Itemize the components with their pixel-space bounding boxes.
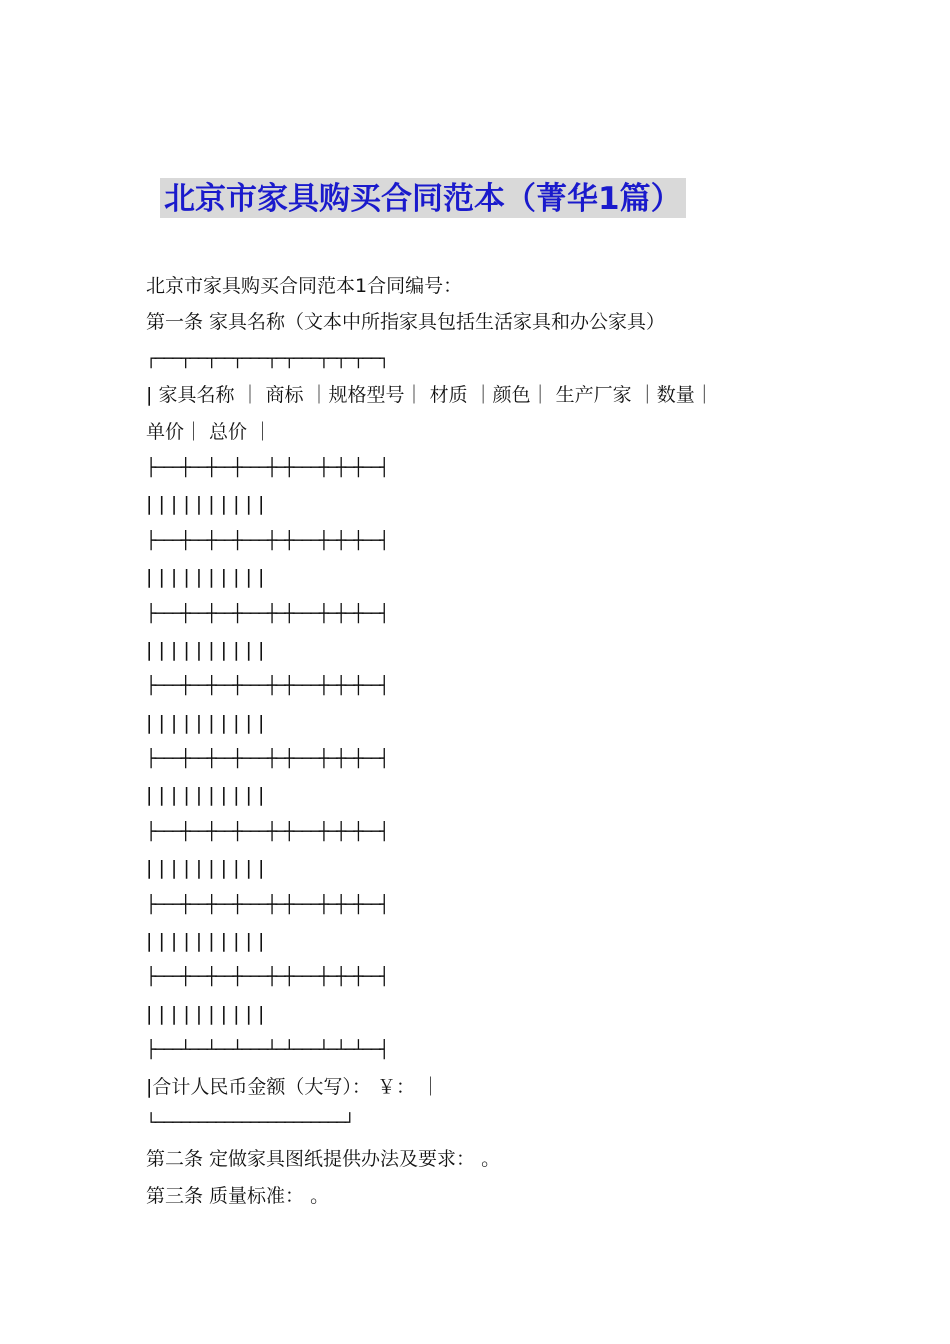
table-empty-row: | | | | | | | | | | <box>146 566 265 589</box>
table-row-separator: ├───┼──┼──┼───┼─┼───┼─┼─┼──┤ <box>146 967 388 988</box>
table-empty-row: | | | | | | | | | | <box>146 711 265 734</box>
table-row-separator: ├───┼──┼──┼───┼─┼───┼─┼─┼──┤ <box>146 457 388 478</box>
article-two-line: 第二条 定做家具图纸提供办法及要求： 。 <box>146 1148 501 1171</box>
table-empty-row: | | | | | | | | | | <box>146 638 265 661</box>
table-bottom-border: └──────────────────────┘ <box>146 1112 354 1133</box>
table-header-row: | 家具名称 ｜ 商标 ｜规格型号｜ 材质 ｜颜色｜ 生产厂家 ｜数量｜ <box>146 384 714 407</box>
table-empty-row: | | | | | | | | | | <box>146 493 265 516</box>
table-total-row: |合计人民币金额（大写）： ￥： ｜ <box>146 1075 440 1098</box>
table-bottom-separator: ├───┴──┴──┴───┴─┴───┴─┴─┴──┤ <box>146 1040 388 1061</box>
table-empty-row: | | | | | | | | | | <box>146 1002 265 1025</box>
document-body <box>146 268 836 1214</box>
table-row-separator: ├───┼──┼──┼───┼─┼───┼─┼─┼──┤ <box>146 821 388 842</box>
table-row-separator: ├───┼──┼──┼───┼─┼───┼─┼─┼──┤ <box>146 530 388 551</box>
article-three-line: 第三条 质量标准： 。 <box>146 1184 330 1207</box>
table-top-border: ┌───┬──┬──┬───┬─┬───┬─┬─┬──┐ <box>146 348 388 369</box>
table-empty-row: | | | | | | | | | | <box>146 784 265 807</box>
table-empty-row: | | | | | | | | | | <box>146 930 265 953</box>
table-header-row-continued: 单价｜ 总价 ｜ <box>146 420 273 443</box>
table-row-separator: ├───┼──┼──┼───┼─┼───┼─┼─┼──┤ <box>146 676 388 697</box>
document-title: 北京市家具购买合同范本（菁华1篇） <box>160 178 686 218</box>
contract-number-line: 北京市家具购买合同范本1合同编号： <box>146 275 463 297</box>
table-row-separator: ├───┼──┼──┼───┼─┼───┼─┼─┼──┤ <box>146 749 388 770</box>
table-empty-row: | | | | | | | | | | <box>146 857 265 880</box>
table-row-separator: ├───┼──┼──┼───┼─┼───┼─┼─┼──┤ <box>146 894 388 915</box>
article-one-heading: 第一条 家具名称（文本中所指家具包括生活家具和办公家具） <box>146 311 666 334</box>
table-row-separator: ├───┼──┼──┼───┼─┼───┼─┼─┼──┤ <box>146 603 388 624</box>
